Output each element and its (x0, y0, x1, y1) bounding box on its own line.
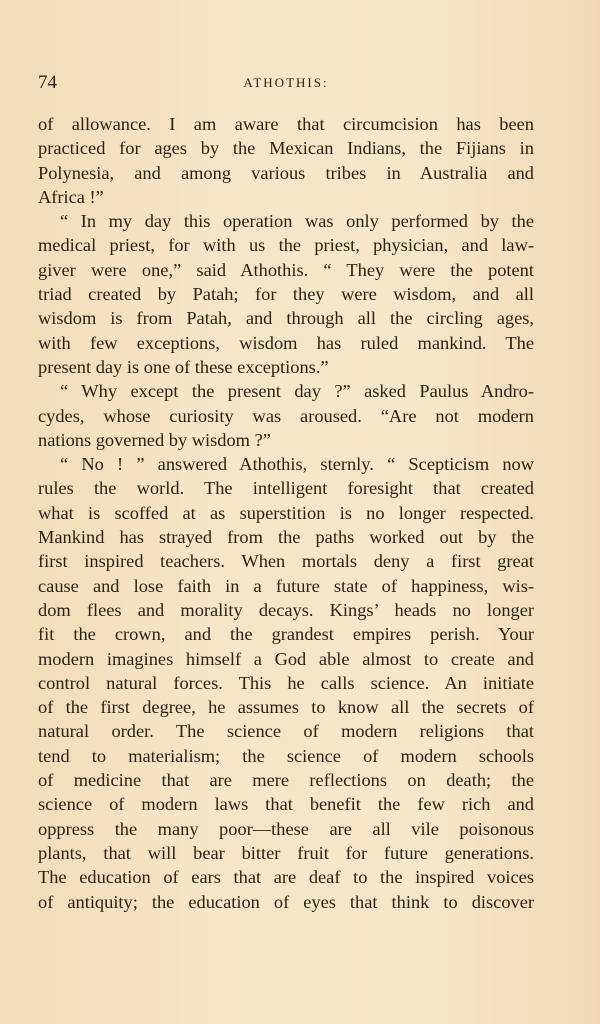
page-number: 74 (38, 72, 57, 93)
body-text (38, 112, 534, 914)
text-line: of the first degree, he assumes to know all the secrets of (38, 697, 534, 718)
text-line: what is scoffed at as superstition is no longer respected. (38, 502, 534, 523)
text-line: cause and lose faith in a future state of happiness, wis- (38, 575, 534, 596)
text-line: “ Why except the present day ?” asked Paulus Andro- (60, 381, 534, 402)
text-line: triad created by Patah; for they were wisdom, and all (38, 284, 534, 305)
text-line: practiced for ages by the Mexican Indians, the Fijians in (38, 138, 534, 159)
text-line: wisdom is from Patah, and through all the circling ages, (38, 308, 534, 329)
text-line: giver were one,” said Athothis. “ They were the potent (38, 259, 534, 280)
text-line: fit the crown, and the grandest empires perish. Your (38, 624, 534, 645)
text-line: “ In my day this operation was only performed by the (60, 211, 534, 232)
text-line: plants, that will bear bitter fruit for future generations. (38, 842, 534, 863)
text-line: cydes, whose curiosity was aroused. “Are not modern (38, 405, 534, 426)
text-line: nations governed by wisdom ?” (38, 429, 271, 450)
text-line: tend to materialism; the science of modern schools (38, 745, 534, 766)
text-line: The education of ears that are deaf to the inspired voices (38, 867, 534, 888)
text-line: Mankind has strayed from the paths worked out by the (38, 527, 534, 548)
text-line: “ No ! ” answered Athothis, sternly. “ Scepticism now (60, 454, 534, 475)
text-line: Polynesia, and among various tribes in Australia and (38, 162, 534, 183)
text-line: control natural forces. This he calls science. An initiate (38, 672, 534, 693)
text-line: present day is one of these exceptions.” (38, 356, 329, 377)
text-line: rules the world. The intelligent foresight that created (38, 478, 534, 499)
text-line: science of modern laws that benefit the few rich and (38, 794, 534, 815)
text-line: first inspired teachers. When mortals deny a first great (38, 551, 534, 572)
text-line: Africa !” (38, 186, 104, 207)
page-header (38, 71, 534, 95)
text-line: of antiquity; the education of eyes that think to discover (38, 891, 534, 912)
text-line: medical priest, for with us the priest, physician, and law- (38, 235, 534, 256)
text-line: of allowance. I am aware that circumcision has been (38, 114, 534, 134)
text-line: with few exceptions, wisdom has ruled mankind. The (38, 332, 534, 353)
running-head: ATHOTHIS: (243, 75, 329, 90)
text-line: of medicine that are mere reflections on death; the (38, 770, 534, 791)
text-line: natural order. The science of modern religions that (38, 721, 534, 742)
text-line: dom flees and morality decays. Kings’ heads no longer (38, 599, 534, 620)
text-line: modern imagines himself a God able almost to create and (38, 648, 534, 669)
text-line: oppress the many poor—these are all vile poisonous (38, 818, 534, 839)
